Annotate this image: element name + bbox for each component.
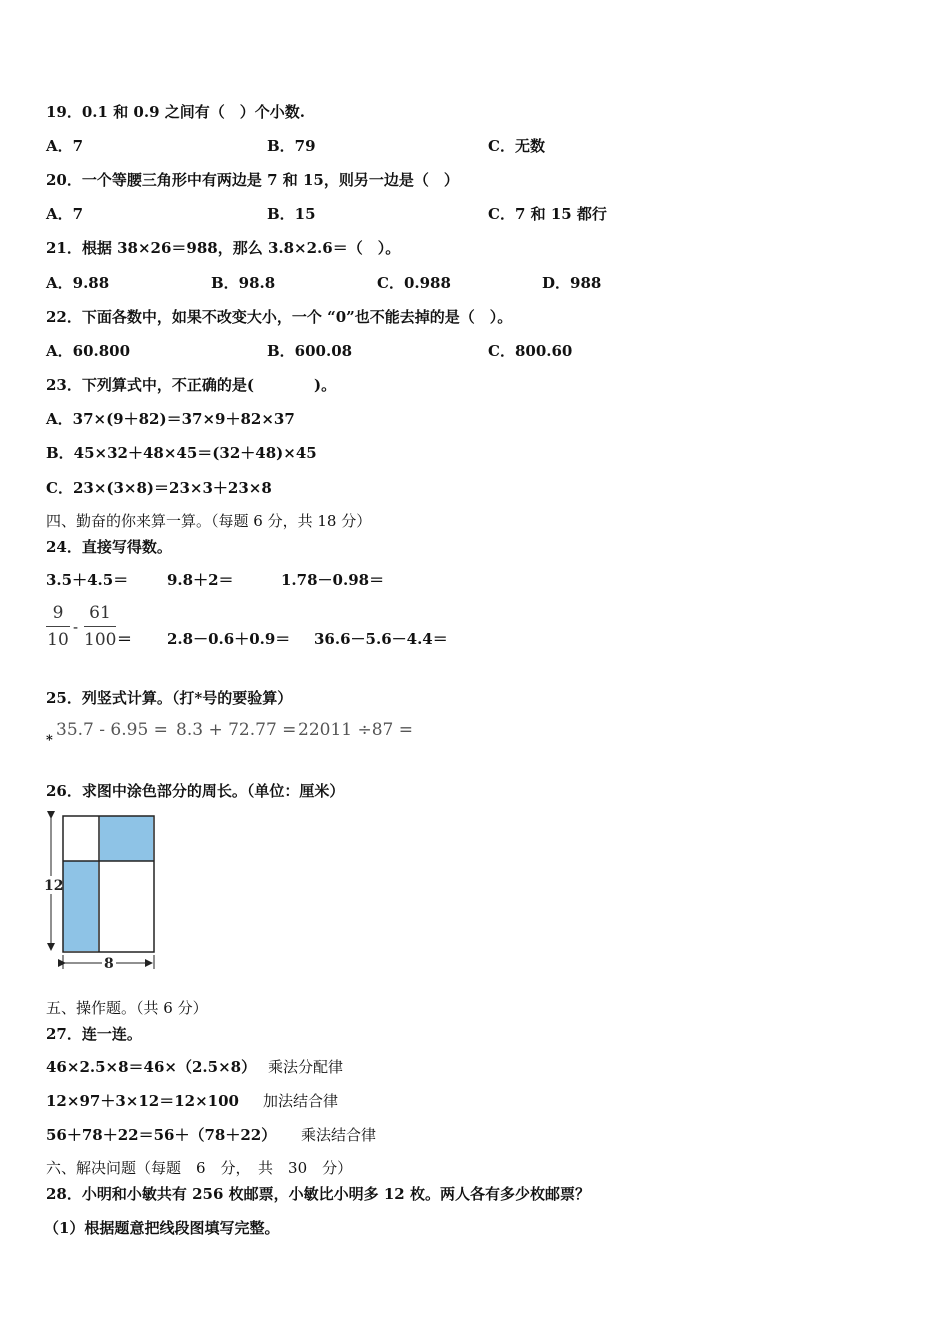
vertical-calc-1: 35.7 - 6.95 = (56, 720, 168, 740)
vertical-calc-3: 22011 ÷87 = (298, 720, 414, 740)
option-b: B．45×32＋48×45＝(32＋48)×45 (46, 444, 317, 462)
option-a: A．60.800 (46, 342, 131, 360)
expression-4: 2.8－0.6＋0.9＝ (167, 630, 291, 648)
fraction-1 (46, 603, 70, 650)
question-24: 24．直接写得数。 (46, 538, 172, 556)
option-a: A．9.88 (46, 274, 110, 292)
option-a: A．7 (46, 137, 84, 155)
question-27: 27．连一连。 (46, 1025, 142, 1043)
match-right-3: 乘法结合律 (301, 1126, 377, 1144)
question-26: 26．求图中涂色部分的周长。（单位：厘米） (46, 782, 345, 800)
option-b: B．600.08 (267, 342, 353, 360)
option-b: B．79 (267, 137, 316, 155)
option-b: B．15 (267, 205, 316, 223)
fraction-2-denominator: 100 (84, 630, 117, 650)
section-5-heading: 五、操作题。（共 6 分） (46, 999, 208, 1017)
option-d: D．988 (542, 274, 602, 292)
option-c: C．7 和 15 都行 (488, 205, 607, 223)
verify-star: * (46, 733, 53, 748)
vertical-calc-2: 8.3 + 72.77 = (176, 720, 297, 740)
expression-2: 9.8＋2＝ (167, 571, 234, 589)
section-6-heading: 六、解决问题（每题 6 分， 共 30 分） (46, 1159, 353, 1177)
perimeter-figure (40, 810, 164, 972)
expression-1: 3.5＋4.5＝ (46, 571, 129, 589)
question-23: 23．下列算式中，不正确的是( )。 (46, 376, 337, 394)
option-a: A．37×(9＋82)＝37×9＋82×37 (46, 410, 295, 428)
question-21: 21．根据 38×26＝988，那么 3.8×2.6＝（ ）。 (46, 239, 401, 257)
fraction-1-numerator: 9 (52, 603, 64, 623)
option-c: C．无数 (488, 137, 545, 155)
option-c: C．23×(3×8)＝23×3＋23×8 (46, 479, 272, 497)
option-c: C．800.60 (488, 342, 573, 360)
fraction-1-denominator: 10 (47, 630, 69, 650)
match-right-1: 乘法分配律 (268, 1058, 344, 1076)
match-left-1: 46×2.5×8＝46×（2.5×8） (46, 1058, 257, 1076)
option-b: B．98.8 (211, 274, 276, 292)
fraction-2-numerator: 61 (89, 603, 111, 623)
shaded-top-right (100, 816, 153, 861)
question-28: 28．小明和小敏共有 256 枚邮票，小敏比小明多 12 枚。两人各有多少枚邮票？ (46, 1185, 590, 1203)
question-20: 20．一个等腰三角形中有两边是 7 和 15，则另一边是（ ） (46, 171, 459, 189)
section-4-heading: 四、勤奋的你来算一算。（每题 6 分，共 18 分） (46, 512, 372, 530)
option-a: A．7 (46, 205, 84, 223)
expression-5: 36.6－5.6－4.4＝ (314, 630, 448, 648)
minus-sign: - (73, 618, 79, 636)
question-22: 22．下面各数中，如果不改变大小，一个 “0”也不能去掉的是（ ）。 (46, 308, 513, 326)
question-19: 19．0.1 和 0.9 之间有（ ）个小数. (46, 103, 305, 121)
height-label: 12 (44, 878, 64, 894)
option-c: C．0.988 (377, 274, 451, 292)
match-right-2: 加法结合律 (263, 1092, 339, 1110)
width-label: 8 (104, 956, 114, 972)
shaded-bottom-left (63, 861, 98, 951)
equals-sign: ＝ (117, 630, 133, 648)
question-25: 25．列竖式计算。（打*号的要验算） (46, 689, 293, 707)
match-left-3: 56＋78＋22＝56＋（78＋22） (46, 1126, 277, 1144)
fraction-2 (84, 603, 116, 650)
question-28-part-1: （1）根据题意把线段图填写完整。 (44, 1219, 280, 1237)
expression-3: 1.78－0.98＝ (281, 571, 385, 589)
match-left-2: 12×97＋3×12＝12×100 (46, 1092, 239, 1110)
